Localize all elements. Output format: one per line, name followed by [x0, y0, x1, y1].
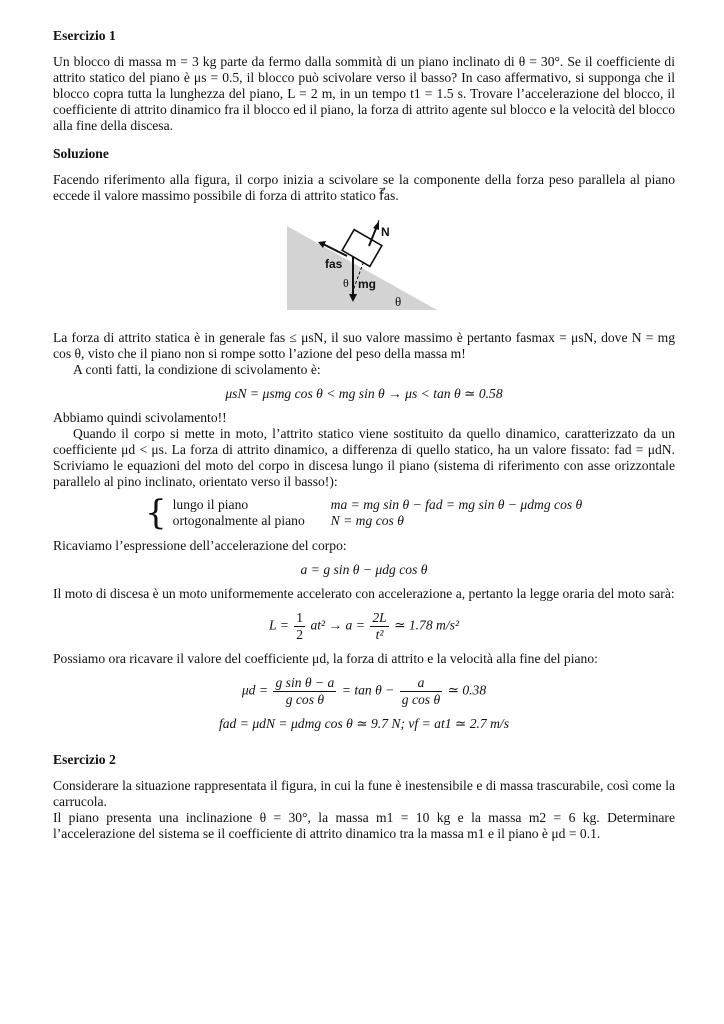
- system-row-2-equation: N = mg cos θ: [330, 513, 404, 528]
- label-theta-bottom: θ: [395, 294, 402, 309]
- solution-intro: Facendo riferimento alla figura, il corpo inizia a scivolare se la componente della forza peso parallela al piano eccede il valore massimo possibile di forza di attrito statico f⃗as.: [53, 172, 675, 203]
- exercise-1-text: Un blocco di massa m = 3 kg parte da fermo dalla sommità di un piano inclinato di θ = 30°. Se il coefficiente di attrito statico del piano è μs = 0.5, il blocco può scivolare verso il basso? In caso affermativo, si supponga che il blocco copra tutta la lunghezza del piano, L = 2 m, in un tempo t1 = 1.5 s. Trovare l’accelerazione del blocco, il coefficiente di attrito dinamico fra il blocco ed il piano, la forza di attrito agente sul blocco e la velocità del blocco alla fine della discesa.: [53, 54, 675, 133]
- solution-paragraph-3: Abbiamo quindi scivolamento!!: [53, 410, 227, 425]
- system-row-1-equation: ma = mg sin θ − fad = mg sin θ − μdmg cos θ: [330, 497, 583, 512]
- inclined-plane-figure: [53, 212, 675, 324]
- label-theta-top: θ: [343, 276, 349, 290]
- exercise-1-title: Esercizio 1: [53, 28, 116, 43]
- label-N: N: [381, 225, 390, 239]
- exercise-2-title: Esercizio 2: [53, 752, 116, 767]
- solution-paragraph-4: Quando il corpo si mette in moto, l’attrito statico viene sostituito da quello dinamico, caratterizzato da un coefficiente μd < μs. La forza di attrito dinamico, a differenza di quello statico, ha un valore fissato: fad = μdN. Scriviamo le equazioni del moto del corpo in discesa lungo il piano (sistema di riferimento con asse orizzontale parallelo al pino inclinato, orientato verso il basso!):: [53, 426, 675, 489]
- equation-slip-condition: μsN = μsmg cos θ < mg sin θ → μs < tan θ ≃ 0.58: [225, 386, 503, 401]
- solution-title: Soluzione: [53, 146, 109, 161]
- solution-paragraph-6: Il moto di discesa è un moto uniformemente accelerato con accelerazione a, pertanto la legge oraria del moto sarà:: [53, 586, 675, 601]
- label-mg: mg: [358, 277, 376, 291]
- solution-paragraph-1: La forza di attrito statica è in generale fas ≤ μsN, il suo valore massimo è pertanto fasmax = μsN, dove N = mg cos θ, visto che il piano non si rompe sotto l’azione del peso della massa m!: [53, 330, 675, 361]
- solution-paragraph-5: Ricaviamo l’espressione dell’accelerazione del corpo:: [53, 538, 347, 553]
- equation-friction-velocity: fad = μdN = μdmg cos θ ≃ 9.7 N; vf = at1 ≃ 2.7 m/s: [218, 716, 509, 731]
- solution-paragraph-7: Possiamo ora ricavare il valore del coefficiente μd, la forza di attrito e la velocità alla fine del piano:: [53, 651, 598, 666]
- equations-of-motion-system: [145, 493, 675, 533]
- equation-time-law: L = $\frac{1}{2}$ at² → a = $\frac{2L}{\text{t²}}$ ≃ 1.78 m/s²: [268, 610, 460, 642]
- equation-mu-d: μd = $\frac{\text{g sin θ − a}}{\text{g cos θ}}$ = tan θ − $\frac{a}{\text{g cos θ}}$ ≃ 0.38: [241, 675, 487, 707]
- label-fas: fas: [325, 257, 343, 271]
- exercise-2-paragraph-1: Considerare la situazione rappresentata il figura, in cui la fune è inestensibile e di massa trascurabile, così come la carrucola.: [53, 778, 675, 809]
- solution-paragraph-2: A conti fatti, la condizione di scivolamento è:: [73, 362, 321, 377]
- exercise-2-paragraph-2: Il piano presenta una inclinazione θ = 30°, la massa m1 = 10 kg e la massa m2 = 6 kg. Determinare l’accelerazione del sistema se il coefficiente di attrito dinamico tra la massa m1 e il piano è μd = 0.1.: [53, 810, 675, 841]
- document-page: [53, 28, 675, 842]
- system-brace: {: [145, 493, 167, 533]
- system-row-2-label: ortogonalmente al piano: [172, 513, 305, 528]
- system-row-1-label: lungo il piano: [172, 497, 249, 512]
- inclined-plane-diagram: [285, 212, 445, 312]
- equation-acceleration: a = g sin θ − μdg cos θ: [300, 562, 428, 577]
